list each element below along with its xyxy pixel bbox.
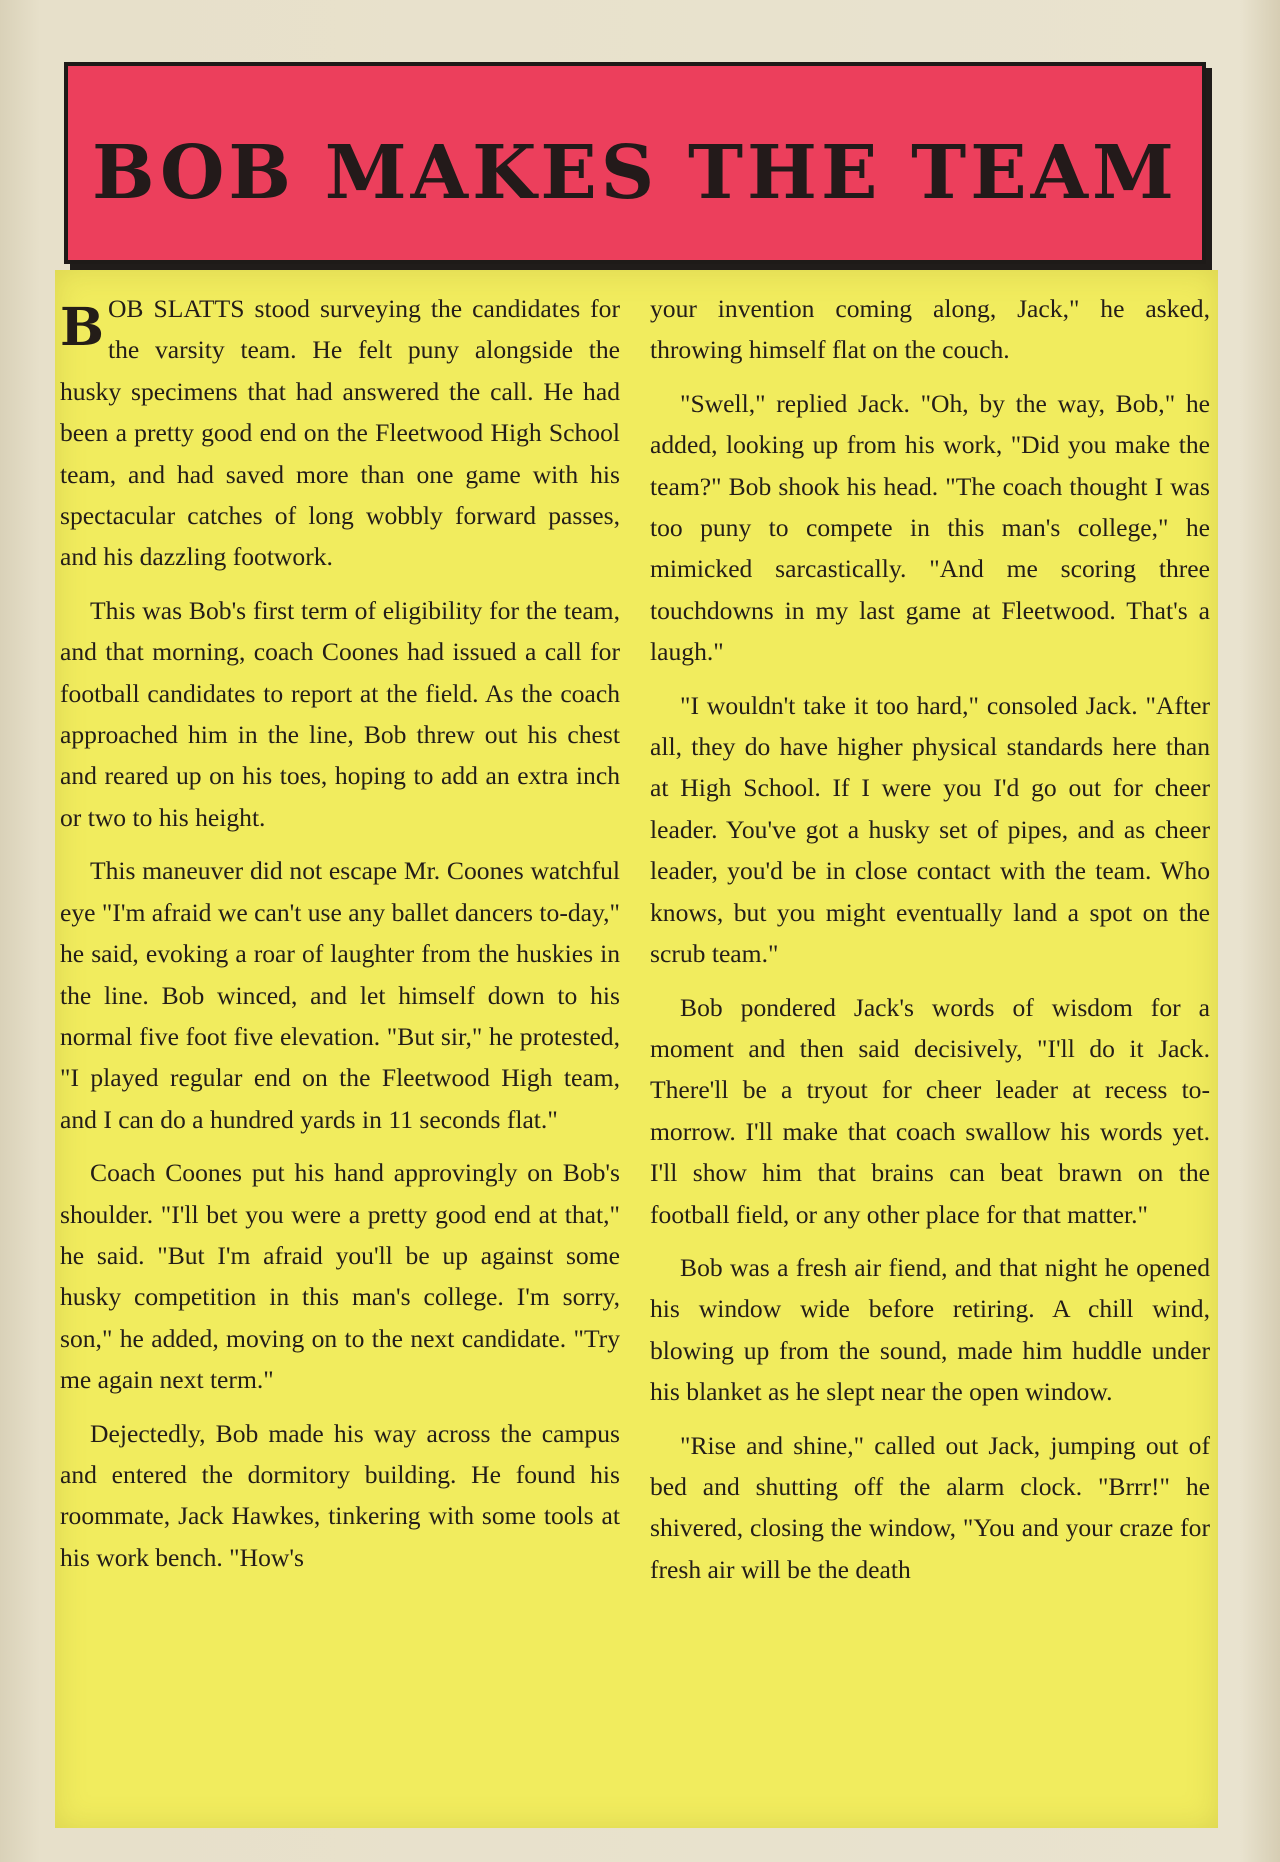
- paragraph: This was Bob's first term of eligibility for the team, and that morning, coach Coones had issued a call for football candidates to report at the field. As the coach approached him in the line, Bob threw out his chest and reared up on his toes, hoping to add an extra inch or two to his height.: [60, 595, 620, 832]
- right-column: [650, 288, 1210, 1602]
- paragraph: Coach Coones put his hand approvingly on Bob's shoulder. "I'll bet you were a pretty good end at that," he said. "But I'm afraid you'll be up against some husky competition in this man's college. I'm sorry, son," he added, moving on to the next candidate. "Try me again next term.": [60, 1158, 620, 1395]
- story-title: BOB MAKES THE TEAM: [92, 130, 1178, 216]
- title-banner: [64, 62, 1206, 264]
- paragraph: Bob was a fresh air fiend, and that night he opened his window wide before retiring. A chill wind, blowing up from the sound, made him huddle under his blanket as he slept near the open window.: [650, 1252, 1210, 1407]
- paragraph: [60, 288, 620, 578]
- story-text-panel: [55, 270, 1218, 1828]
- paragraph: Bob pondered Jack's words of wisdom for a moment and then said decisively, "I'll do it Jack. There'll be a tryout for cheer leader at recess to-morrow. I'll make that coach swallow his words yet. I'll show him that brains can beat brawn on the football field, or any other place for that matter.": [650, 992, 1210, 1229]
- paragraph: your invention coming along, Jack," he asked, throwing himself flat on the couch.: [650, 294, 1210, 365]
- left-column: [60, 288, 620, 1590]
- paragraph: Dejectedly, Bob made his way across the campus and entered the dormitory building. He found his roommate, Jack Hawkes, tinkering with some tools at his work bench. "How's: [60, 1418, 620, 1572]
- drop-cap: B: [60, 297, 104, 358]
- paragraph-text: OB SLATTS stood surveying the candidates for the varsity team. He felt puny alongside the husky specimens that had answered the call. He had been a pretty good end on the Fleetwood High School team, and had saved more than one game with his spectacular catches of long wobbly forward passes, and his dazzling footwork.: [60, 294, 620, 572]
- paragraph: "Swell," replied Jack. "Oh, by the way, Bob," he added, looking up from his work, "Did you make the team?" Bob shook his head. "The coach thought I was too puny to compete in this man's college," he mimicked sarcastically. "And me scoring three touchdowns in my last game at Fleetwood. That's a laugh.": [650, 388, 1210, 667]
- paragraph: "Rise and shine," called out Jack, jumping out of bed and shutting off the alarm clock. "Brrr!" he shivered, closing the window, "You and your craze for fresh air will be the death: [650, 1430, 1210, 1584]
- paragraph: "I wouldn't take it too hard," consoled Jack. "After all, they do have higher physical standards here than at High School. If I were you I'd go out for cheer leader. You've got a husky set of pipes, and as cheer leader, you'd be in close contact with the team. Who knows, but you might eventually land a spot on the scrub team.": [650, 690, 1210, 969]
- paragraph: This maneuver did not escape Mr. Coones watchful eye "I'm afraid we can't use any ballet dancers to-day," he said, evoking a roar of laughter from the huskies in the line. Bob winced, and let himself down to his normal five foot five elevation. "But sir," he protested, "I played regular end on the Fleetwood High team, and I can do a hundred yards in 11 seconds flat.": [60, 856, 620, 1134]
